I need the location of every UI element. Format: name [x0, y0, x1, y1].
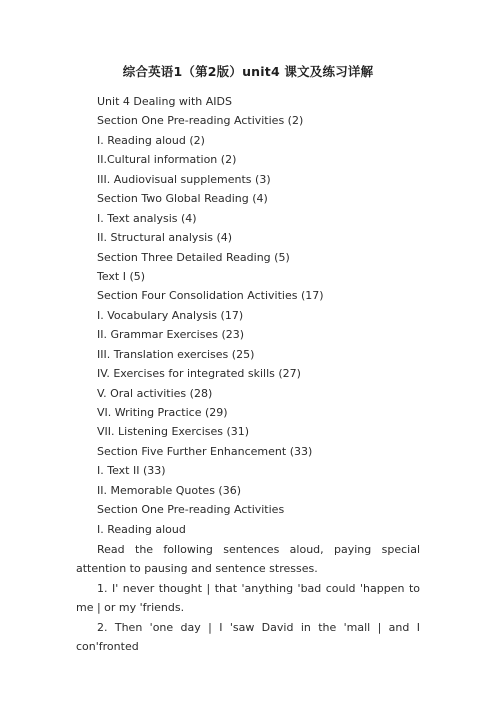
toc-item: IV. Exercises for integrated skills (27): [97, 367, 301, 381]
toc-item: Unit 4 Dealing with AIDS: [97, 95, 232, 108]
toc-item: Section Five Further Enhancement (33): [97, 444, 313, 458]
document-title: 综合英语1（第2版）unit4 课文及练习详解: [122, 64, 374, 79]
toc-item: I. Text analysis (4): [97, 211, 197, 225]
toc-item: II.Cultural information (2): [97, 153, 237, 167]
toc-item: Text I (5): [97, 269, 146, 283]
instruction-paragraph: [76, 540, 420, 579]
table-of-contents: [97, 92, 477, 539]
example-sentence-1: [76, 579, 420, 618]
toc-item: I. Vocabulary Analysis (17): [97, 308, 244, 322]
toc-item: Section Four Consolidation Activities (17): [97, 289, 324, 303]
instruction-text: Read the following sentences aloud, paying special attention to pausing and sentence stresses.: [76, 543, 420, 576]
toc-item: II. Structural analysis (4): [97, 231, 233, 245]
toc-item: III. Audiovisual supplements (3): [97, 172, 271, 186]
toc-item: VI. Writing Practice (29): [97, 406, 228, 419]
sentence-text: 1. I' never thought | that 'anything 'bad could 'happen to me | or my 'friends.: [76, 582, 420, 615]
example-sentence-2: [76, 618, 420, 657]
toc-item: V. Oral activities (28): [97, 386, 213, 400]
sentence-text: 2. Then 'one day | I 'saw David in the 'mall | and I con'fronted: [76, 621, 420, 654]
toc-item: II. Memorable Quotes (36): [97, 483, 241, 497]
toc-item: Section Three Detailed Reading (5): [97, 250, 290, 264]
toc-item: II. Grammar Exercises (23): [97, 328, 245, 342]
toc-item: Section Two Global Reading (4): [97, 192, 268, 206]
toc-item: I. Text II (33): [97, 464, 166, 478]
subsection-heading: I. Reading aloud: [97, 522, 186, 536]
toc-item: VII. Listening Exercises (31): [97, 425, 250, 439]
toc-item: Section One Pre-reading Activities (2): [97, 114, 304, 128]
section-heading: Section One Pre-reading Activities: [97, 503, 285, 517]
toc-item: I. Reading aloud (2): [97, 133, 205, 147]
toc-item: III. Translation exercises (25): [97, 347, 255, 361]
